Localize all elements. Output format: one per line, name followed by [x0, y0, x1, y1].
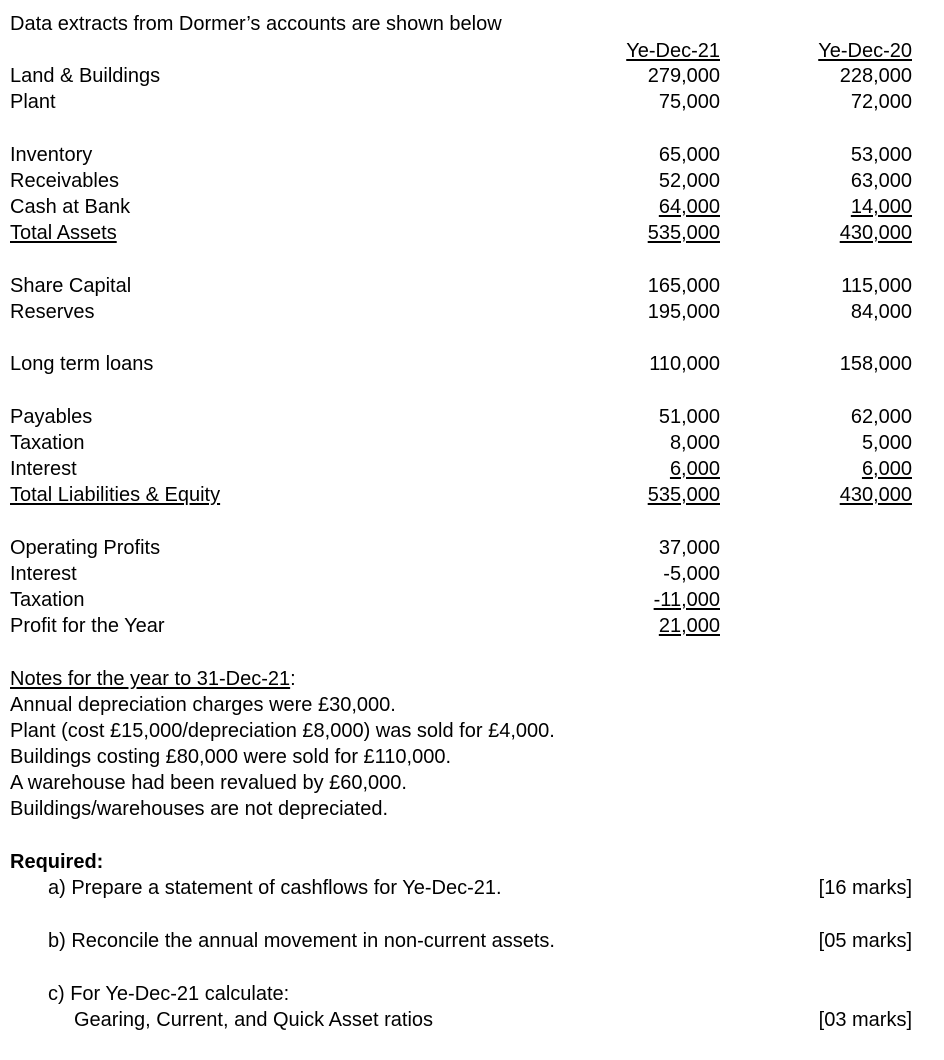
value-current: 195,000 — [647, 301, 720, 323]
marks-item-b: [05 marks] — [818, 930, 912, 952]
table-row — [0, 456, 944, 482]
table-row — [0, 168, 944, 194]
column-header-ye-dec-21: Ye-Dec-21 — [626, 40, 720, 62]
value-current: 37,000 — [658, 537, 720, 559]
required-item-b: b) Reconcile the annual movement in non-current assets. — [48, 930, 555, 952]
row-label: Interest — [10, 563, 77, 585]
row-label: Total Liabilities & Equity — [10, 484, 221, 506]
table-row — [0, 587, 944, 613]
note-line: Buildings costing £80,000 were sold for £110,000. — [10, 746, 452, 768]
required-item-c-detail: Gearing, Current, and Quick Asset ratios — [74, 1009, 434, 1031]
row-label: Plant — [10, 91, 56, 113]
table-row — [0, 194, 944, 220]
value-current: 6,000 — [669, 458, 720, 480]
value-current: 52,000 — [658, 170, 720, 192]
row-label: Taxation — [10, 432, 85, 454]
table-row — [0, 404, 944, 430]
table-row — [0, 430, 944, 456]
row-label: Long term loans — [10, 353, 154, 375]
row-label: Profit for the Year — [10, 615, 165, 637]
value-prior: 6,000 — [861, 458, 912, 480]
row-label: Operating Profits — [10, 537, 161, 559]
row-label: Cash at Bank — [10, 196, 131, 218]
row-label: Inventory — [10, 144, 93, 166]
table-row-total — [0, 220, 944, 246]
notes-heading-text: Notes for the year to 31-Dec-21 — [10, 668, 291, 690]
value-current: 64,000 — [658, 196, 720, 218]
value-prior: 158,000 — [839, 353, 912, 375]
value-prior: 430,000 — [839, 484, 912, 506]
notes-heading-colon: : — [290, 668, 296, 690]
value-prior: 5,000 — [861, 432, 912, 454]
row-label: Reserves — [10, 301, 95, 323]
row-label: Interest — [10, 458, 77, 480]
table-row — [0, 561, 944, 587]
value-current: 51,000 — [658, 406, 720, 428]
value-current: 8,000 — [669, 432, 720, 454]
column-header-ye-dec-20: Ye-Dec-20 — [818, 40, 912, 62]
note-line: Annual depreciation charges were £30,000. — [10, 694, 396, 716]
table-row — [0, 351, 944, 377]
marks-item-c: [03 marks] — [818, 1009, 912, 1031]
value-current: 279,000 — [647, 65, 720, 87]
value-current: 535,000 — [647, 222, 720, 244]
row-label: Total Assets — [10, 222, 117, 244]
value-prior: 115,000 — [841, 275, 912, 297]
row-label: Payables — [10, 406, 93, 428]
value-current: 75,000 — [658, 91, 720, 113]
value-current: -11,000 — [653, 589, 720, 611]
marks-item-a: [16 marks] — [818, 877, 912, 899]
value-prior: 72,000 — [850, 91, 912, 113]
table-row-total — [0, 482, 944, 508]
note-line: A warehouse had been revalued by £60,000. — [10, 772, 407, 794]
notes-heading — [10, 666, 296, 692]
table-row — [0, 142, 944, 168]
value-current: 165,000 — [647, 275, 720, 297]
value-current: 65,000 — [658, 144, 720, 166]
required-item-c: c) For Ye-Dec-21 calculate: — [48, 983, 290, 1005]
value-current: 21,000 — [658, 615, 720, 637]
value-prior: 63,000 — [850, 170, 912, 192]
row-label: Share Capital — [10, 275, 132, 297]
value-current: 535,000 — [647, 484, 720, 506]
value-prior: 84,000 — [850, 301, 912, 323]
table-row — [0, 299, 944, 325]
value-prior: 228,000 — [839, 65, 912, 87]
required-item-a: a) Prepare a statement of cashflows for Ye-Dec-21. — [48, 877, 502, 899]
table-row-total — [0, 613, 944, 639]
table-row — [0, 535, 944, 561]
note-line: Buildings/warehouses are not depreciated. — [10, 798, 389, 820]
document-title: Data extracts from Dormer’s accounts are shown below — [10, 13, 502, 35]
value-current: -5,000 — [663, 563, 720, 585]
table-row — [0, 89, 944, 115]
table-row — [0, 63, 944, 89]
table-row — [0, 273, 944, 299]
value-current: 110,000 — [649, 353, 720, 375]
value-prior: 14,000 — [850, 196, 912, 218]
value-prior: 53,000 — [850, 144, 912, 166]
required-heading: Required: — [10, 851, 104, 873]
row-label: Land & Buildings — [10, 65, 161, 87]
row-label: Taxation — [10, 589, 85, 611]
note-line: Plant (cost £15,000/depreciation £8,000) was sold for £4,000. — [10, 720, 555, 742]
value-prior: 62,000 — [850, 406, 912, 428]
value-prior: 430,000 — [839, 222, 912, 244]
row-label: Receivables — [10, 170, 119, 192]
